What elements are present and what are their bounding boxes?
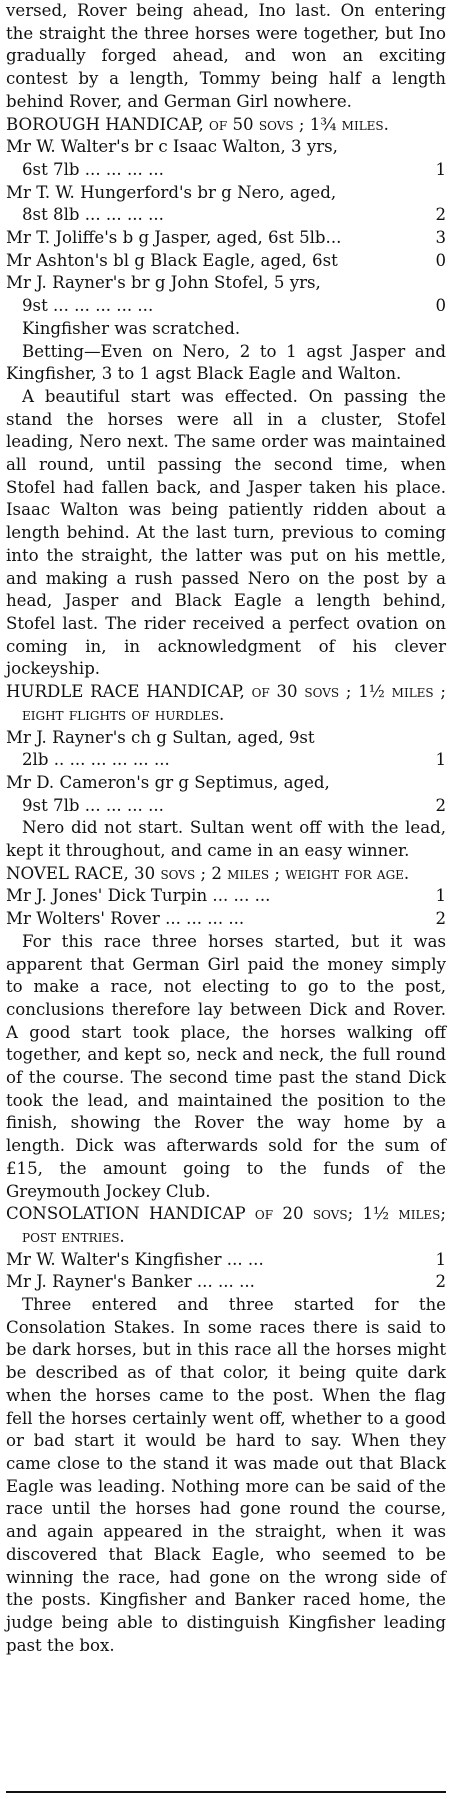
- novel-report: For this race three horses started, but it was apparent that German Girl paid the money simply to make a race, not electing to go to the post, conclusions therefore lay between Dick and Rover. A good start took place, the horses walking off together, and kept so, neck and neck, the full round of the course. The second time past the stand Dick took the lead, and maintained the position to the finish, showing the Rover the way home by a length. Dick was afterwards sold for the sum of £15, the amount going to the funds of the Greymouth Jockey Club.: [6, 931, 446, 1201]
- novel-entry-2: [6, 908, 446, 931]
- entry-place: 0: [435, 296, 446, 316]
- borough-entry-1: [6, 136, 446, 181]
- borough-entry-4: [6, 250, 446, 273]
- hurdle-race-heading: HURDLE RACE HANDICAP, of 30 sovs ; 1½ miles ; eight flights of hurdles.: [6, 682, 446, 724]
- hurdle-entry-1: [6, 727, 446, 772]
- entry-weight: 8st 8lb ... ... ... ...: [22, 205, 164, 225]
- novel-race-heading: NOVEL RACE, 30 sovs ; 2 miles ; weight for age.: [6, 863, 410, 883]
- entry-weight: 6st 7lb ... ... ... ...: [22, 159, 164, 179]
- entry-name: Mr D. Cameron's gr g Septimus, aged,: [6, 772, 330, 792]
- entry-name: Mr J. Rayner's ch g Sultan, aged, 9st: [6, 727, 315, 747]
- entry-place: 2: [435, 795, 446, 815]
- consolation-entry-1: [6, 1249, 446, 1272]
- entry-place: 1: [435, 159, 446, 179]
- end-rule: [6, 1791, 446, 1793]
- novel-entry-1: [6, 885, 446, 908]
- entry-place: 2: [435, 205, 446, 225]
- entry-name: Mr Ashton's bl g Black Eagle, aged, 6st: [6, 250, 338, 270]
- consolation-handicap-heading: CONSOLATION HANDICAP of 20 sovs; 1½ miles; post entries.: [6, 1204, 446, 1246]
- entry-place: 1: [435, 886, 446, 906]
- borough-entry-2: [6, 182, 446, 227]
- entry-name: Mr W. Walter's Kingfisher ... ...: [6, 1249, 264, 1269]
- borough-entry-5: [6, 272, 446, 317]
- entry-weight: 9st 7lb ... ... ... ...: [22, 795, 164, 815]
- betting-paragraph: Betting—Even on Nero, 2 to 1 agst Jasper and Kingfisher, 3 to 1 agst Black Eagle and Walton.: [6, 341, 446, 384]
- entry-place: 2: [435, 909, 446, 929]
- entry-weight: 2lb .. ... ... ... ... ...: [22, 750, 170, 770]
- entry-name: Mr T. Joliffe's b g Jasper, aged, 6st 5lb...: [6, 228, 342, 248]
- borough-entry-3: [6, 227, 446, 250]
- entry-place: 1: [435, 750, 446, 770]
- consolation-report: Three entered and three started for the Consolation Stakes. In some races there is said to be dark horses, but in this race all the horses might be described as of that color, it being quite dark when the horses came to the post. When the flag fell the horses certainly went off, whether to a good or bad start it would be hard to say. When they came close to the stand it was made out that Black Eagle was leading. Nothing more can be said of the race until the horses had gone round the course, and again appeared in the straight, when it was discovered that Black Eagle, who seemed to be winning the race, had gone on the wrong side of the posts. Kingfisher and Banker raced home, the judge being able to distinguish Kingfisher leading past the box.: [6, 1295, 446, 1655]
- entry-place: 2: [435, 1272, 446, 1292]
- entry-name: Mr T. W. Hungerford's br g Nero, aged,: [6, 182, 337, 202]
- hurdle-entry-2: [6, 772, 446, 817]
- borough-handicap-heading: BOROUGH HANDICAP, of 50 sovs ; 1¾ miles.: [6, 114, 389, 134]
- scratched-note: Kingfisher was scratched.: [22, 318, 241, 338]
- entry-name: Mr Wolters' Rover ... ... ... ...: [6, 909, 245, 929]
- hurdle-report: Nero did not start. Sultan went off with the lead, kept it throughout, and came in an easy winner.: [6, 818, 446, 861]
- entry-name: Mr J. Jones' Dick Turpin ... ... ...: [6, 886, 271, 906]
- entry-name: Mr J. Rayner's br g John Stofel, 5 yrs,: [6, 273, 321, 293]
- entry-name: Mr J. Rayner's Banker ... ... ...: [6, 1272, 255, 1292]
- borough-report: A beautiful start was effected. On passing the stand the horses were all in a cluster, Stofel leading, Nero next. The same order was maintained all round, until passing the second time, when Stofel had fallen back, and Jasper taken his place. Isaac Walton was being patiently ridden about a length behind. At the last turn, previous to coming into the straight, the latter was put on his mettle, and making a rush passed Nero on the post by a head, Jasper and Black Eagle a length behind, Stofel last. The rider received a perfect ovation on coming in, in acknowledgment of his clever jockeyship.: [6, 386, 446, 679]
- entry-name: Mr W. Walter's br c Isaac Walton, 3 yrs,: [6, 137, 338, 157]
- entry-place: 0: [435, 250, 446, 270]
- entry-place: 1: [435, 1249, 446, 1269]
- intro-paragraph: versed, Rover being ahead, Ino last. On entering the straight the three horses were together, but Ino gradually forged ahead, and won an exciting contest by a length, Tommy being half a length behind Rover, and German Girl nowhere.: [6, 1, 446, 111]
- entry-place: 3: [435, 228, 446, 248]
- entry-weight: 9st ... ... ... ... ...: [22, 296, 154, 316]
- consolation-entry-2: [6, 1271, 446, 1294]
